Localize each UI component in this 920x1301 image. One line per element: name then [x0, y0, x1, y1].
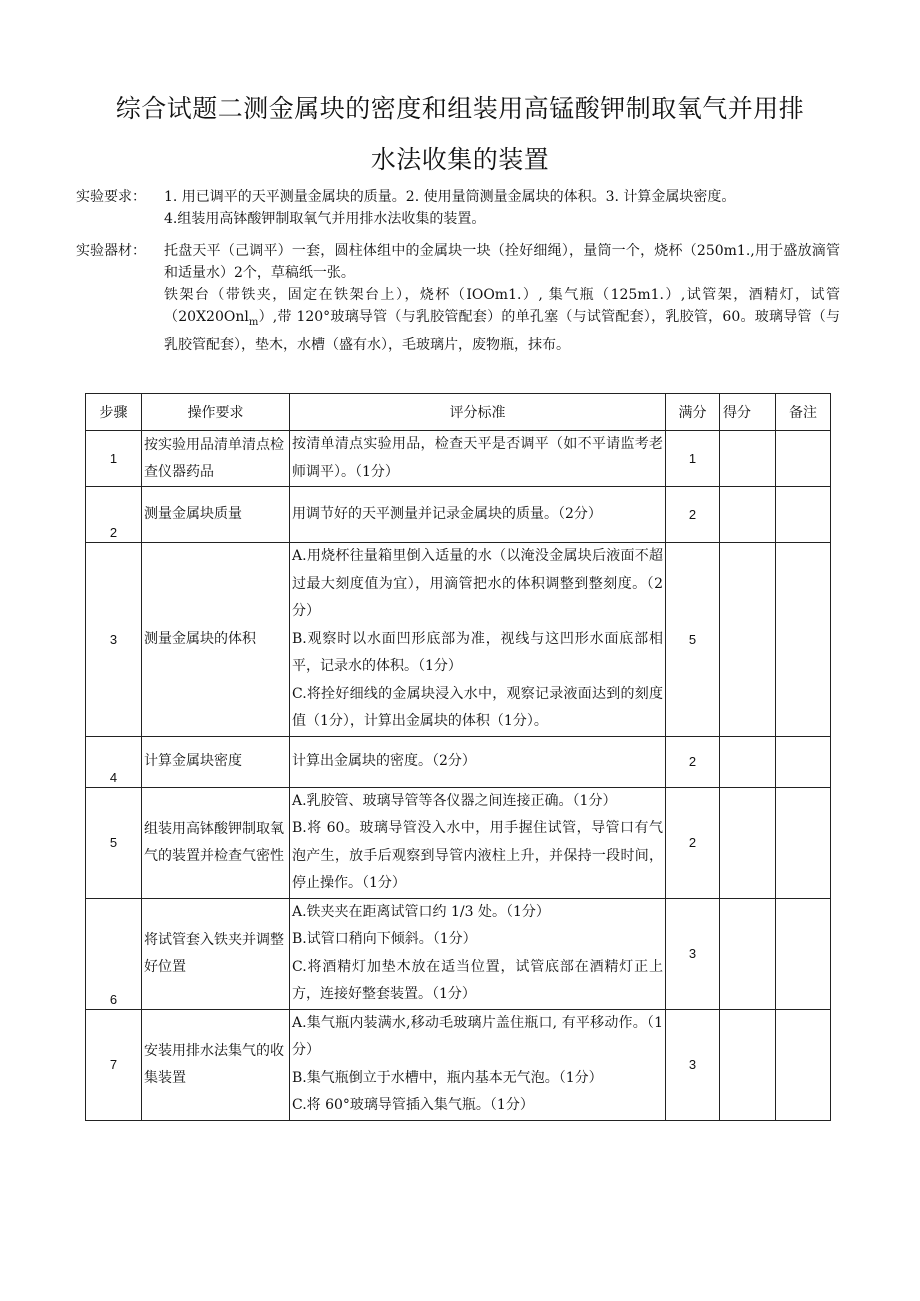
cell-criteria [290, 487, 666, 543]
cell-criteria [290, 1009, 666, 1120]
criteria-item: B.集气瓶倒立于水槽中，瓶内基本无气泡。（1分） [292, 1069, 603, 1086]
cell-score[interactable] [720, 1009, 776, 1120]
cell-step: 2 [86, 487, 142, 543]
criteria-item: A.铁夹夹在距离试管口约 1/3 处。（1分） [292, 903, 550, 920]
criteria-item: A.乳胶管、玻璃导管等各仪器之间连接正确。（1分） [292, 792, 617, 809]
cell-criteria [290, 431, 666, 487]
document-title-line-2: 水法收集的装置 [370, 145, 550, 174]
equipment-label: 实验器材： [76, 243, 146, 259]
header-full-score: 满分 [666, 394, 720, 431]
table-row [86, 487, 831, 543]
equipment-paragraph-1: 托盘天平（己调平）一套，圆柱体组中的金属块一块（拴好细绳），量筒一个，烧杯（250m1.,用于盛放滴管和适量水）2个，草稿纸一张。 [164, 243, 840, 281]
criteria-item: 按清单清点实验用品，检查天平是否调平（如不平请监考老师调平）。（1分） [292, 436, 663, 480]
criteria-item: 计算出金属块的密度。（2分） [292, 752, 476, 769]
cell-score[interactable] [720, 736, 776, 787]
cell-step: 7 [86, 1009, 142, 1120]
header-note: 备注 [776, 394, 831, 431]
equipment-paragraph-2-text: 铁架台（带铁夹，固定在铁架台上），烧杯（IOOm1.）, 集气瓶（125m1.）,试管架，酒精灯，试管（20X20Onl [164, 287, 840, 325]
cell-operation: 按实验用品清单清点检查仪器药品 [142, 431, 290, 487]
document-title-line-1: 综合试题二测金属块的密度和组装用高锰酸钾制取氧气并用排 [115, 94, 805, 123]
cell-full-score: 1 [666, 431, 720, 487]
cell-note[interactable] [776, 787, 831, 898]
cell-operation: 安装用排水法集气的收集装置 [142, 1009, 290, 1120]
header-criteria: 评分标准 [290, 394, 666, 431]
header-step: 步骤 [86, 394, 142, 431]
cell-score[interactable] [720, 543, 776, 737]
cell-full-score: 2 [666, 787, 720, 898]
table-row [86, 898, 831, 1009]
cell-step: 6 [86, 898, 142, 1009]
requirements-line-1: 1. 用已调平的天平测量金属块的质量。2. 使用量筒测量金属块的体积。3. 计算金属块密度。 [164, 189, 736, 205]
equipment-paragraph-2 [164, 284, 840, 356]
equipment-paragraph-2-subscript: m [248, 316, 259, 328]
cell-full-score: 3 [666, 898, 720, 1009]
experiment-equipment [76, 240, 846, 370]
equipment-paragraph-2-tail: ）,带 120°玻璃导管（与乳胶管配套）的单孔塞（与试管配套），乳胶管，60。玻璃导管（与乳胶管配套），垫木，水槽（盛有水），毛玻璃片，废物瓶，抹布。 [164, 309, 840, 353]
requirements-line-2: 4.组装用高钵酸钾制取氧气并用排水法收集的装置。 [164, 211, 486, 227]
table-row [86, 736, 831, 787]
table-row [86, 543, 831, 737]
cell-full-score: 3 [666, 1009, 720, 1120]
table-header-row [86, 394, 831, 431]
table-row [86, 1009, 831, 1120]
cell-full-score: 2 [666, 487, 720, 543]
cell-operation: 计算金属块密度 [142, 736, 290, 787]
cell-score[interactable] [720, 431, 776, 487]
cell-score[interactable] [720, 487, 776, 543]
cell-operation: 测量金属块的体积 [142, 543, 290, 737]
cell-operation: 测量金属块质量 [142, 487, 290, 543]
cell-criteria [290, 787, 666, 898]
table-row [86, 431, 831, 487]
cell-note[interactable] [776, 543, 831, 737]
requirements-body [164, 186, 844, 230]
cell-note[interactable] [776, 487, 831, 543]
table-row [86, 787, 831, 898]
cell-criteria [290, 543, 666, 737]
cell-operation: 组装用高钵酸钾制取氧气的装置并检查气密性 [142, 787, 290, 898]
cell-criteria [290, 736, 666, 787]
cell-score[interactable] [720, 898, 776, 1009]
criteria-item: 用调节好的天平测量并记录金属块的质量。（2分） [292, 505, 602, 522]
criteria-item: B.将 60。玻璃导管没入水中，用手握住试管，导管口有气泡产生，放手后观察到导管内液柱上升，并保持一段时间，停止操作。（1分） [292, 820, 663, 891]
criteria-item: B.试管口稍向下倾斜。（1分） [292, 931, 477, 947]
criteria-item: B.观察时以水面凹形底部为准，视线与这凹形水面底部相平，记录水的体积。（1分） [292, 630, 663, 674]
cell-full-score: 2 [666, 736, 720, 787]
criteria-item: A.用烧杯往量箱里倒入适量的水（以淹没金属块后液面不超过最大刻度值为宜），用滴管把水的体积调整到整刻度。（2分） [292, 548, 663, 619]
cell-full-score: 5 [666, 543, 720, 737]
cell-note[interactable] [776, 736, 831, 787]
grading-table [85, 393, 831, 1121]
requirements-label: 实验要求： [76, 189, 146, 205]
criteria-item: C.将 60°玻璃导管插入集气瓶。（1分） [292, 1097, 534, 1113]
cell-step: 4 [86, 736, 142, 787]
experiment-requirements [76, 186, 846, 236]
criteria-item: A.集气瓶内装满水,移动毛玻璃片盖住瓶口, 有平移动作。（1分） [292, 1014, 663, 1058]
cell-note[interactable] [776, 431, 831, 487]
criteria-item: C.将酒精灯加垫木放在适当位置，试管底部在酒精灯正上方，连接好整套装置。（1分） [292, 958, 663, 1002]
header-score: 得分 [720, 394, 776, 431]
cell-step: 1 [86, 431, 142, 487]
cell-step: 5 [86, 787, 142, 898]
criteria-item: C.将拴好细线的金属块浸入水中，观察记录液面达到的刻度值（1分），计算出金属块的体积（1分）。 [292, 685, 663, 729]
cell-score[interactable] [720, 787, 776, 898]
cell-step: 3 [86, 543, 142, 737]
cell-operation: 将试管套入铁夹并调整好位置 [142, 898, 290, 1009]
cell-note[interactable] [776, 898, 831, 1009]
cell-note[interactable] [776, 1009, 831, 1120]
equipment-body [164, 240, 840, 356]
cell-criteria [290, 898, 666, 1009]
header-operation: 操作要求 [142, 394, 290, 431]
